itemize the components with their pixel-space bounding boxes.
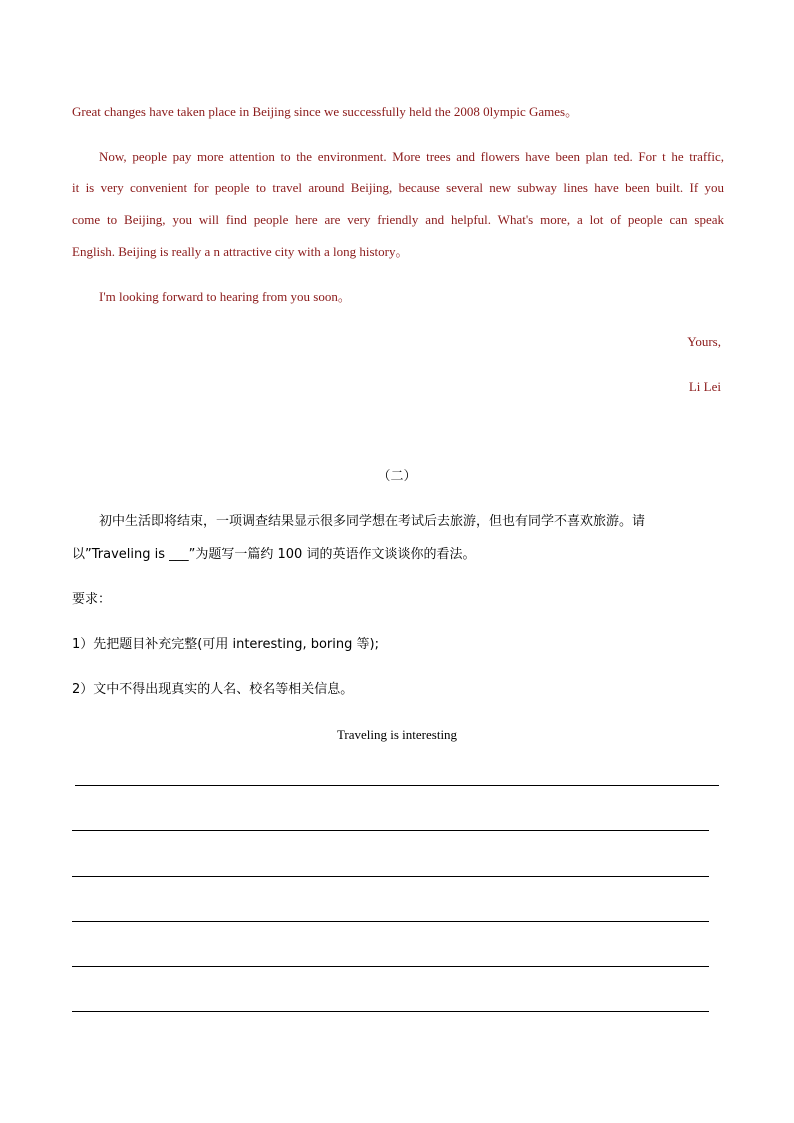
letter-closing: Yours, — [687, 334, 721, 349]
prompt-line-2: 以”Traveling is ___”为题写一篇约 100 词的英语作文谈谈你的看法。 — [72, 547, 476, 562]
essay-title: Traveling is interesting — [336, 727, 458, 742]
writing-line-5 — [72, 966, 709, 967]
requirement-item-1: 1）先把题目补充完整(可用 interesting, boring 等); — [72, 637, 379, 652]
letter-paragraph-2-line-1: Now, people pay more attention to the environment. More trees and flowers have been plan ted. For t he traffic, — [99, 149, 724, 164]
prompt-line-1: 初中生活即将结束，一项调查结果显示很多同学想在考试后去旅游，但也有同学不喜欢旅游。请 — [99, 514, 646, 529]
writing-line-3 — [72, 876, 709, 877]
section-heading: （二） — [377, 469, 417, 484]
letter-paragraph-2-line-3: come to Beijing, you will find people here are very friendly and helpful. What's more, a lot of people can speak — [72, 212, 724, 227]
letter-paragraph-2-line-2: it is very convenient for people to travel around Beijing, because several new subway lines have been built. If you — [72, 180, 724, 195]
letter-paragraph-3: I'm looking forward to hearing from you soon。 — [99, 289, 351, 304]
letter-paragraph-1: Great changes have taken place in Beijing since we successfully held the 2008 0lympic Games。 — [72, 104, 579, 119]
requirement-item-2: 2）文中不得出现真实的人名、校名等相关信息。 — [72, 682, 354, 697]
letter-paragraph-2-line-4: English. Beijing is really a n attractive city with a long history。 — [72, 244, 409, 259]
writing-line-4 — [72, 921, 709, 922]
writing-line-6 — [72, 1011, 709, 1012]
requirements-label: 要求： — [72, 592, 112, 607]
writing-line-2 — [72, 830, 709, 831]
writing-line-1 — [75, 785, 719, 786]
letter-signature: Li Lei — [688, 379, 721, 394]
